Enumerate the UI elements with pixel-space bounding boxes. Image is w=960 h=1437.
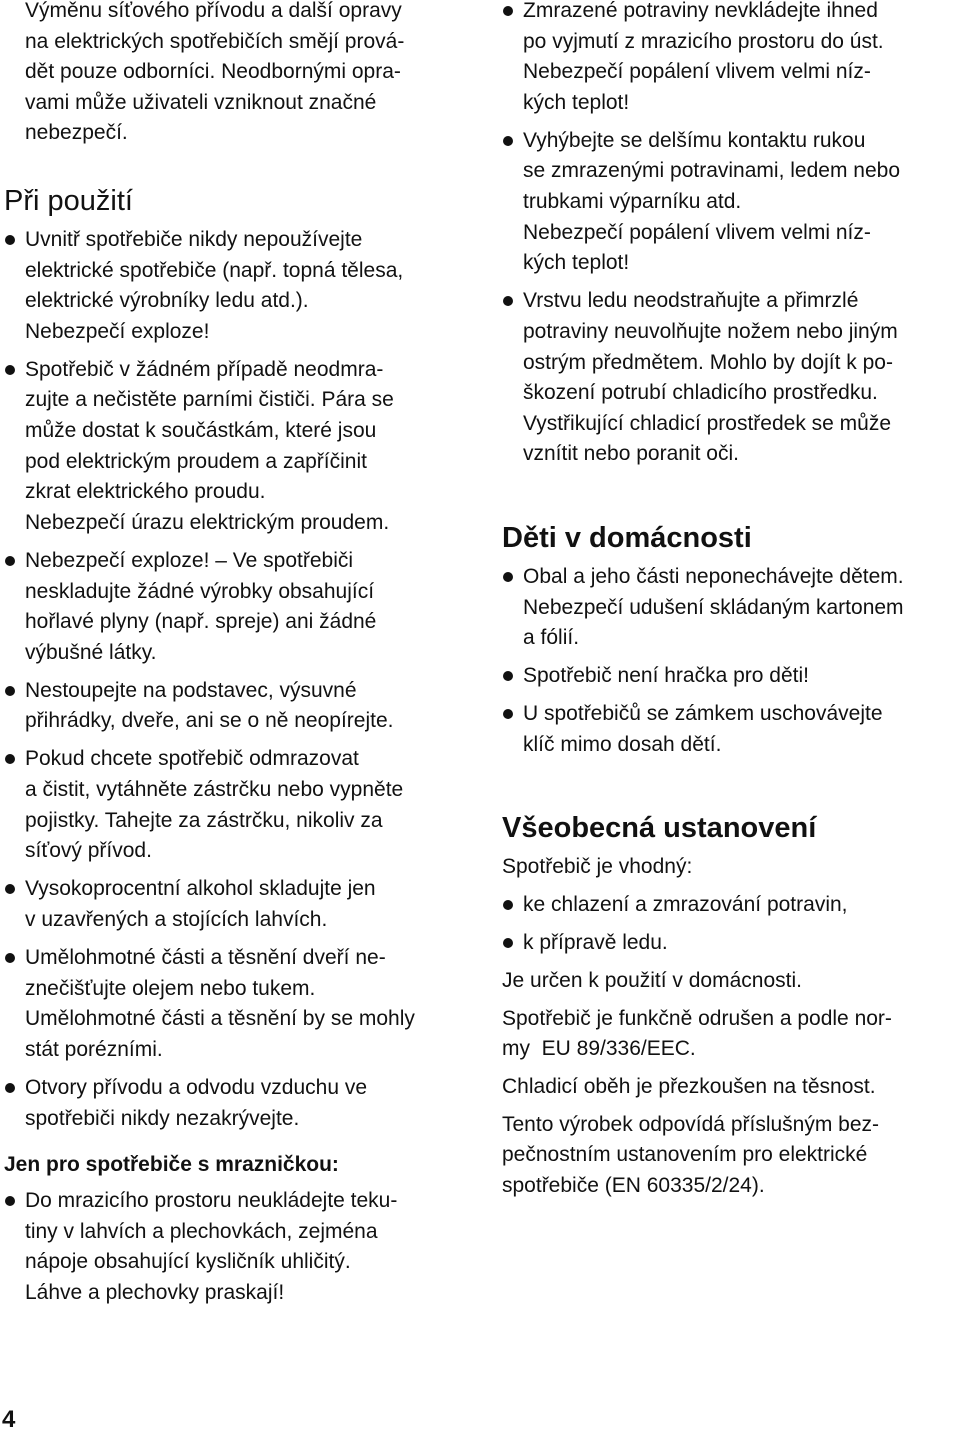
list-item [4,1186,474,1308]
text-line: škození potrubí chladicího prostředku. [523,381,878,405]
right-column [502,0,958,1208]
text-line: Nestoupejte na podstavec, výsuvné [25,678,357,702]
text-line: Spotřebič je funkčně odrušen a podle nor- [502,1006,892,1030]
paragraph [502,1004,958,1065]
list-item [502,699,958,760]
text-line: zkrat elektrického proudu. [25,480,266,504]
text-line: Láhve a plechovky praskají! [25,1280,285,1304]
text-line: Obal a jeho části neponechávejte dětem. [523,564,904,588]
text-line: v uzavřených a stojících lahvích. [25,907,328,931]
page-number: 4 [2,1406,16,1433]
text-line: my EU 89/336/EEC. [502,1037,696,1061]
text-line: elektrické spotřebiče (např. topná tělesa, [25,258,404,282]
text-line: Otvory přívodu a odvodu vzduchu ve [25,1075,368,1099]
section-title-children: Děti v domácnosti [502,521,752,554]
list-item [502,286,958,470]
list-item [502,562,958,654]
text-line: po vyjmutí z mrazicího prostoru do úst. [523,29,884,53]
freezer-list [4,1186,474,1308]
text-line: ostrým předmětem. Mohlo by dojít k po- [523,350,893,374]
text-line: na elektrických spotřebičích smějí prová- [25,29,405,53]
text-line: Nebezpečí exploze! [25,319,210,343]
text-line: Spotřebič je vhodný: [502,855,693,879]
list-item [4,676,474,737]
text-line: spotřebiči nikdy nezakrývejte. [25,1106,300,1130]
list-item [502,928,958,959]
text-line: Chladicí oběh je přezkoušen na těsnost. [502,1075,876,1099]
text-line: pojistky. Tahejte za zástrčku, nikoliv za [25,808,383,832]
text-line: Spotřebič není hračka pro děti! [523,664,810,688]
text-line: a fólií. [523,626,580,650]
text-line: Nebezpečí udušení skládaným kartonem [523,595,904,619]
section-title-general: Všeobecná ustanovení [502,812,817,845]
text-line: klíč mimo dosah dětí. [523,732,722,756]
frozen-food-list [502,0,958,470]
text-line: elektrické výrobníky ledu atd.). [25,289,309,313]
text-line: zujte a nečistěte parními čističi. Pára se [25,388,394,412]
text-line: pod elektrickým proudem a zapříčinit [25,449,367,473]
text-line: Umělohmotné části a těsnění by se mohly [25,1007,415,1031]
text-line: Uvnitř spotřebiče nikdy nepoužívejte [25,227,363,251]
text-line: potraviny neuvolňujte nožem nebo jiným [523,319,898,343]
text-line: vami může uživateli vzniknout značné [25,90,377,114]
text-line: Nebezpečí popálení vlivem velmi níz- [523,60,871,84]
section-title-freezer: Jen pro spotřebiče s mrazničkou: [4,1153,339,1177]
text-line: spotřebiče (EN 60335/2/24). [502,1173,765,1197]
list-item [4,874,474,935]
text-line: Výměnu síťového přívodu a další opravy [25,0,402,22]
list-item [502,661,958,692]
text-line: vznítit nebo poranit oči. [523,442,739,466]
text-line: Vystřikující chladicí prostředek se může [523,411,892,435]
paragraph [502,966,958,997]
text-line: Zmrazené potraviny nevkládejte ihned [523,0,878,22]
section-title-usage: Při použití [4,184,133,217]
text-line: nebezpečí. [25,121,128,145]
text-line: výbušné látky. [25,640,157,664]
text-line: tiny v lahvích a plechovkách, zejména [25,1219,378,1243]
list-item [4,546,474,668]
text-line: Je určen k použití v domácnosti. [502,969,802,993]
text-line: Vysokoprocentní alkohol skladujte jen [25,877,376,901]
text-line: znečišťujte olejem nebo tukem. [25,976,316,1000]
text-line: síťový přívod. [25,839,152,863]
text-line: Spotřebič v žádném případě neodmra- [25,357,384,381]
paragraph [502,1072,958,1103]
intro-paragraph [4,0,474,149]
text-line: Tento výrobek odpovídá příslušným bez- [502,1112,880,1136]
text-line: Nebezpečí popálení vlivem velmi níz- [523,220,871,244]
general-list [502,890,958,959]
left-column [4,0,474,1316]
text-line: může dostat k součástkám, které jsou [25,419,377,443]
text-line: neskladujte žádné výrobky obsahující [25,579,375,603]
text-line: Pokud chcete spotřebič odmrazovat [25,747,359,771]
list-item [502,0,958,118]
list-item [4,943,474,1065]
text-line: a čistit, vytáhněte zástrčku nebo vypněte [25,778,404,802]
list-item [502,126,958,279]
paragraph [502,1110,958,1202]
text-line: Umělohmotné části a těsnění dveří ne- [25,946,386,970]
text-line: dět pouze odborníci. Neodbornými opra- [25,60,401,84]
list-item [502,890,958,921]
text-line: se zmrazenými potravinami, ledem nebo [523,159,900,183]
text-line: kých teplot! [523,90,630,114]
text-line: Do mrazicího prostoru neukládejte teku- [25,1189,398,1213]
text-line: k přípravě ledu. [523,931,668,955]
text-line: Nebezpečí úrazu elektrickým proudem. [25,510,390,534]
text-line: Nebezpečí exploze! – Ve spotřebiči [25,548,354,572]
text-line: přihrádky, dveře, ani se o ně neopírejte. [25,709,394,733]
list-item [4,225,474,347]
text-line: Vrstvu ledu neodstraňujte a přimrzlé [523,289,859,313]
text-line: ke chlazení a zmrazování potravin, [523,893,848,917]
list-item [4,1073,474,1134]
text-line: trubkami výparníku atd. [523,190,742,214]
list-item [4,355,474,539]
general-intro [502,852,958,883]
text-line: Vyhýbejte se delšímu kontaktu rukou [523,128,866,152]
usage-list [4,225,474,1134]
text-line: U spotřebičů se zámkem uschovávejte [523,702,883,726]
text-line: stát porézními. [25,1037,163,1061]
text-line: pečnostním ustanovením pro elektrické [502,1143,868,1167]
text-line: hořlavé plyny (např. spreje) ani žádné [25,610,377,634]
list-item [4,744,474,866]
text-line: nápoje obsahující kysličník uhličitý. [25,1250,351,1274]
children-list [502,562,958,761]
text-line: kých teplot! [523,251,630,275]
